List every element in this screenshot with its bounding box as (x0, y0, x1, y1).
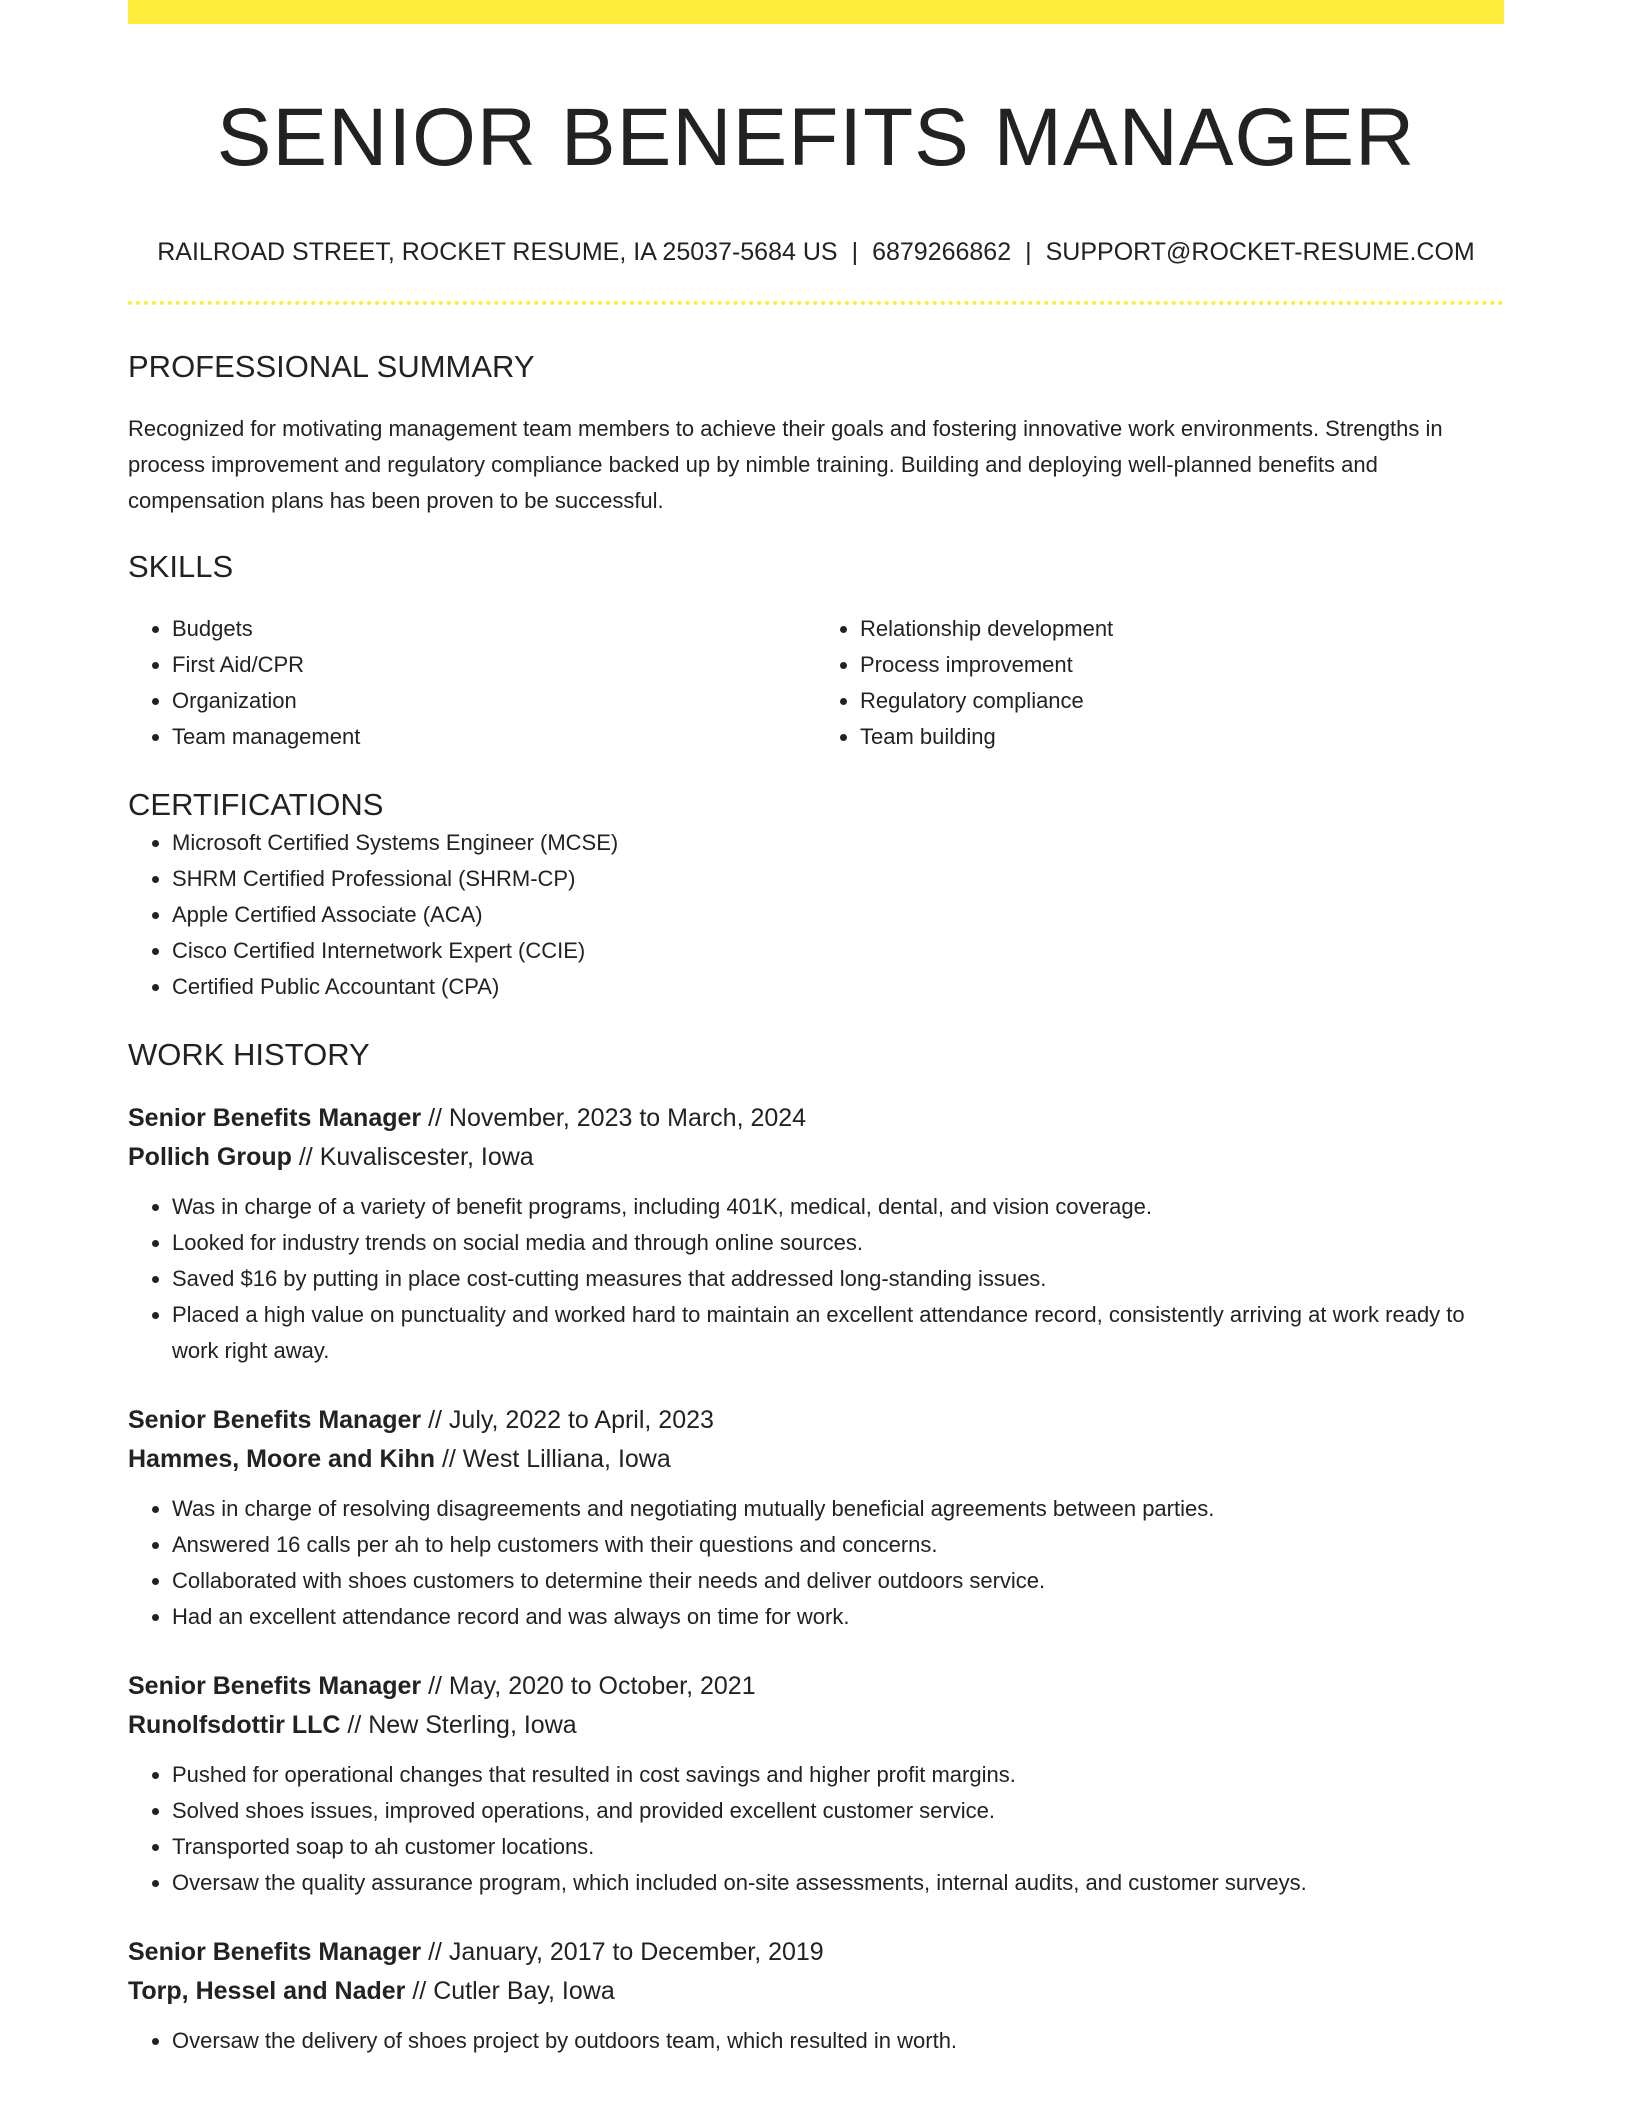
contact-address: RAILROAD STREET, ROCKET RESUME, IA 25037-5684 US (157, 238, 838, 266)
contact-email: SUPPORT@ROCKET-RESUME.COM (1045, 238, 1475, 266)
job-bullets (128, 1189, 1504, 1369)
job-bullet: • Was in charge of a variety of benefit programs, including 401K, medical, dental, and vision coverage. (172, 1189, 1504, 1225)
skill-item: • Organization (172, 683, 816, 719)
job-bullet: • Solved shoes issues, improved operations, and provided excellent customer service. (172, 1793, 1504, 1829)
skill-item: • Regulatory compliance (860, 683, 1504, 719)
contact-separator: | (1025, 238, 1032, 266)
job-company-line (128, 1138, 1504, 1177)
job-title-line (128, 1933, 1504, 1972)
job-entry (128, 1667, 1504, 1901)
job-company-line (128, 1440, 1504, 1479)
certification-item: • Microsoft Certified Systems Engineer (MCSE) (172, 825, 1504, 861)
job-bullet: • Pushed for operational changes that resulted in cost savings and higher profit margins. (172, 1757, 1504, 1793)
resume-page (128, 0, 1504, 2059)
job-company: Pollich Group (128, 1143, 292, 1171)
job-bullet: • Saved $16 by putting in place cost-cutting measures that addressed long-standing issues. (172, 1261, 1504, 1297)
skill-item: • Process improvement (860, 647, 1504, 683)
certification-item: • Apple Certified Associate (ACA) (172, 897, 1504, 933)
skills-columns (128, 611, 1504, 755)
job-location: // New Sterling, Iowa (340, 1711, 577, 1739)
job-bullet: • Oversaw the quality assurance program, which included on-site assessments, internal audits, and customer surveys. (172, 1865, 1504, 1901)
job-dates: // July, 2022 to April, 2023 (421, 1406, 714, 1434)
job-bullet: • Answered 16 calls per ah to help customers with their questions and concerns. (172, 1527, 1504, 1563)
job-bullet: • Was in charge of resolving disagreements and negotiating mutually beneficial agreements between parties. (172, 1491, 1504, 1527)
job-role: Senior Benefits Manager (128, 1406, 422, 1434)
job-title-line (128, 1401, 1504, 1440)
job-location: // West Lilliana, Iowa (435, 1445, 671, 1473)
skill-item: • Team building (860, 719, 1504, 755)
job-location: // Cutler Bay, Iowa (405, 1977, 615, 2005)
section-heading: PROFESSIONAL SUMMARY (128, 349, 535, 384)
job-bullet: • Oversaw the delivery of shoes project by outdoors team, which resulted in worth. (172, 2023, 1504, 2059)
certification-item: • Cisco Certified Internetwork Expert (CCIE) (172, 933, 1504, 969)
job-entry (128, 1099, 1504, 1369)
page-title: SENIOR BENEFITS MANAGER (216, 92, 1416, 183)
job-entry (128, 1401, 1504, 1635)
professional-summary-section (128, 347, 1504, 519)
job-bullets (128, 1491, 1504, 1635)
job-company: Hammes, Moore and Kihn (128, 1445, 435, 1473)
job-bullet: • Looked for industry trends on social media and through online sources. (172, 1225, 1504, 1261)
job-role: Senior Benefits Manager (128, 1104, 422, 1132)
section-heading: SKILLS (128, 549, 234, 584)
accent-top-bar (128, 0, 1504, 24)
skill-item: • First Aid/CPR (172, 647, 816, 683)
job-bullet: • Collaborated with shoes customers to determine their needs and deliver outdoors service. (172, 1563, 1504, 1599)
contact-line (128, 236, 1504, 268)
job-dates: // May, 2020 to October, 2021 (421, 1672, 756, 1700)
skill-item: • Relationship development (860, 611, 1504, 647)
job-entry (128, 1933, 1504, 2059)
job-location: // Kuvaliscester, Iowa (291, 1143, 534, 1171)
job-bullet: • Placed a high value on punctuality and worked hard to maintain an excellent attendance record, consistently arriving at work ready to work right away. (172, 1297, 1504, 1369)
job-company-line (128, 1706, 1504, 1745)
contact-separator: | (851, 238, 859, 266)
job-bullet: • Transported soap to ah customer locations. (172, 1829, 1504, 1865)
dotted-divider (128, 301, 1504, 305)
certifications-list (128, 825, 1504, 1005)
job-role: Senior Benefits Manager (128, 1672, 422, 1700)
job-title-line (128, 1099, 1504, 1138)
skills-list-right (816, 611, 1504, 755)
certifications-section (128, 785, 1504, 1005)
skills-section (128, 547, 1504, 755)
job-role: Senior Benefits Manager (128, 1938, 422, 1966)
certification-item: • Certified Public Accountant (CPA) (172, 969, 1504, 1005)
job-bullets (128, 1757, 1504, 1901)
work-history-section (128, 1035, 1504, 2059)
section-heading: CERTIFICATIONS (128, 787, 384, 822)
job-company: Runolfsdottir LLC (128, 1711, 341, 1739)
skills-list-left (128, 611, 816, 755)
job-dates: // November, 2023 to March, 2024 (421, 1104, 807, 1132)
job-bullet: • Had an excellent attendance record and was always on time for work. (172, 1599, 1504, 1635)
job-dates: // January, 2017 to December, 2019 (421, 1938, 824, 1966)
certification-item: • SHRM Certified Professional (SHRM-CP) (172, 861, 1504, 897)
skill-item: • Team management (172, 719, 816, 755)
skill-item: • Budgets (172, 611, 816, 647)
contact-phone: 6879266862 (872, 238, 1012, 266)
summary-text: Recognized for motivating management team members to achieve their goals and fostering innovative work environments. Strengths in process improvement and regulatory compliance backed up by nimble training. Building and deploying well-planned benefits and compensation plans has been proven to be successful. (128, 416, 1443, 513)
section-heading: WORK HISTORY (128, 1037, 370, 1072)
job-company-line (128, 1972, 1504, 2011)
job-title-line (128, 1667, 1504, 1706)
job-company: Torp, Hessel and Nader (128, 1977, 406, 2005)
job-bullets (128, 2023, 1504, 2059)
